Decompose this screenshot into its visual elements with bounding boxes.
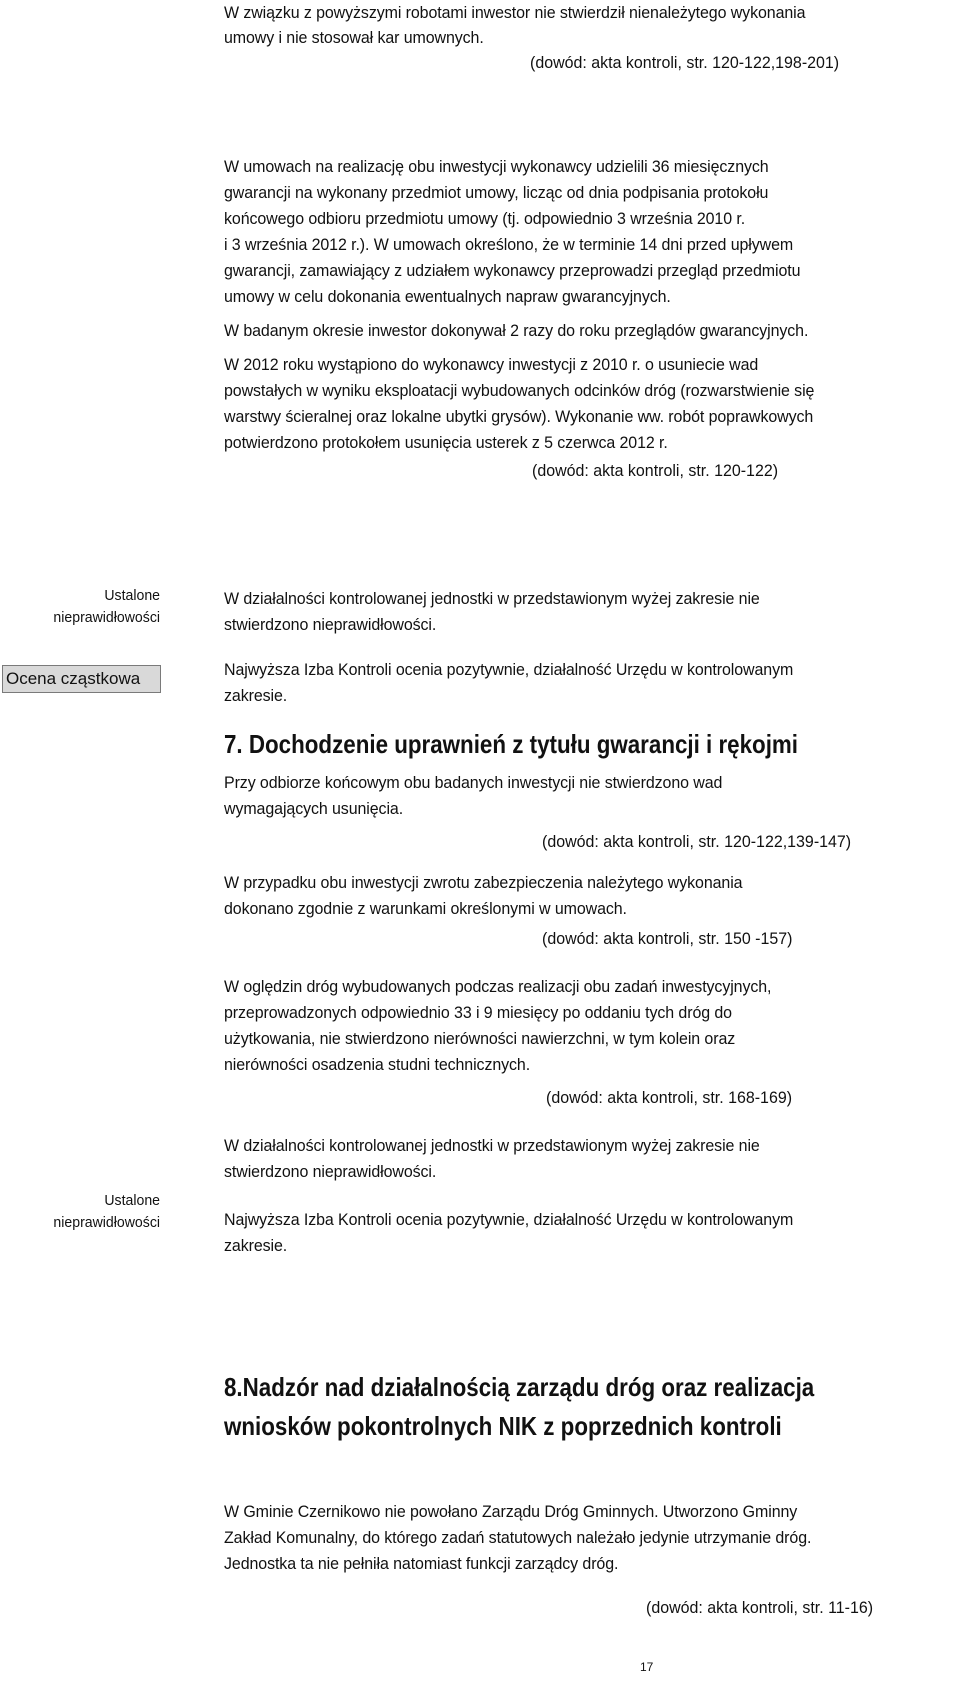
contractor-line-1: W 2012 roku wystąpiono do wykonawcy inwestycji z 2010 r. o usuniecie wad — [224, 355, 759, 374]
side-label-established — [10, 1190, 160, 1234]
section-8-body-line-2: Zakład Komunalny, do którego zadań statutowych należało jedynie utrzymanie dróg. — [224, 1528, 812, 1547]
inspection-line-1: W oględzin dróg wybudowanych podczas realizacji obu zadań inwestycyjnych, — [224, 977, 772, 996]
inspection-line-2: przeprowadzonych odpowiednio 33 i 9 miesięcy po oddaniu tych dróg do — [224, 1003, 732, 1022]
side-label-established — [10, 585, 160, 629]
side-label-line: nieprawidłowości — [53, 609, 160, 626]
acceptance-line-2: wymagających usunięcia. — [224, 799, 404, 818]
guarantee-line-4: i 3 września 2012 r.). W umowach określono, że w terminie 14 dni przed upływem — [224, 235, 794, 254]
side-label-line: nieprawidłowości — [53, 1214, 160, 1231]
nik-rating-line-1: Najwyższa Izba Kontroli ocenia pozytywnie, działalność Urzędu w kontrolowanym — [224, 1210, 794, 1229]
partial-rating-label: Ocena cząstkowa — [2, 665, 161, 693]
guarantee-line-6: umowy w celu dokonania ewentualnych napraw gwarancyjnych. — [224, 287, 671, 306]
inspection-line-4: nierówności osadzenia studni technicznych. — [224, 1055, 531, 1074]
section-7-heading: 7. Dochodzenie uprawnień z tytułu gwarancji i rękojmi — [224, 729, 799, 759]
nik-rating-line-1: Najwyższa Izba Kontroli ocenia pozytywnie, działalność Urzędu w kontrolowanym — [224, 660, 794, 679]
page-number: 17 — [640, 1660, 654, 1674]
section-8-body-line-1: W Gminie Czernikowo nie powołano Zarządu Dróg Gminnych. Utworzono Gminny — [224, 1502, 798, 1521]
review-paragraph: W badanym okresie inwestor dokonywał 2 razy do roku przeglądów gwarancyjnych. — [224, 321, 809, 340]
evidence-reference: (dowód: akta kontroli, str. 150 -157) — [542, 929, 793, 948]
acceptance-line-1: Przy odbiorze końcowym obu badanych inwestycji nie stwierdzono wad — [224, 773, 723, 792]
evidence-reference: (dowód: akta kontroli, str. 120-122,198-201) — [530, 53, 840, 72]
guarantee-line-1: W umowach na realizację obu inwestycji wykonawcy udzielili 36 miesięcznych — [224, 157, 769, 176]
no-irregularities-line-1: W działalności kontrolowanej jednostki w przedstawionym wyżej zakresie nie — [224, 1136, 760, 1155]
evidence-reference: (dowód: akta kontroli, str. 11-16) — [646, 1598, 874, 1617]
contractor-line-4: potwierdzono protokołem usunięcia usterek z 5 czerwca 2012 r. — [224, 433, 668, 452]
inspection-line-3: użytkowania, nie stwierdzono nierówności nawierzchni, w tym kolein oraz — [224, 1029, 736, 1048]
no-irregularities-line-2: stwierdzono nieprawidłowości. — [224, 615, 437, 634]
nik-rating-line-2: zakresie. — [224, 1236, 288, 1255]
no-irregularities-line-1: W działalności kontrolowanej jednostki w przedstawionym wyżej zakresie nie — [224, 589, 760, 608]
section-8-body-line-3: Jednostka ta nie pełniła natomiast funkcji zarządcy dróg. — [224, 1554, 619, 1573]
intro-line-2: umowy i nie stosował kar umownych. — [224, 28, 484, 47]
evidence-reference: (dowód: akta kontroli, str. 120-122,139-147) — [542, 832, 852, 851]
evidence-reference: (dowód: akta kontroli, str. 120-122) — [532, 461, 779, 480]
security-line-2: dokonano zgodnie z warunkami określonymi w umowach. — [224, 899, 627, 918]
nik-rating-line-2: zakresie. — [224, 686, 288, 705]
guarantee-line-3: końcowego odbioru przedmiotu umowy (tj. odpowiednio 3 września 2010 r. — [224, 209, 746, 228]
side-label-line: Ustalone — [104, 587, 160, 604]
contractor-line-3: warstwy ścieralnej oraz lokalne ubytki grysów). Wykonanie ww. robót poprawkowych — [224, 407, 814, 426]
section-8-heading-line-2: wniosków pokontrolnych NIK z poprzednich kontroli — [224, 1411, 782, 1441]
section-8-heading-line-1: 8.Nadzór nad działalnością zarządu dróg oraz realizacja — [224, 1372, 815, 1402]
side-label-line: Ustalone — [104, 1192, 160, 1209]
contractor-line-2: powstałych w wyniku eksploatacji wybudowanych odcinków dróg (rozwarstwienie się — [224, 381, 815, 400]
guarantee-line-2: gwarancji na wykonany przedmiot umowy, licząc od dnia podpisania protokołu — [224, 183, 769, 202]
guarantee-line-5: gwarancji, zamawiający z udziałem wykonawcy przeprowadzi przegląd przedmiotu — [224, 261, 801, 280]
evidence-reference: (dowód: akta kontroli, str. 168-169) — [546, 1088, 793, 1107]
no-irregularities-line-2: stwierdzono nieprawidłowości. — [224, 1162, 437, 1181]
security-line-1: W przypadku obu inwestycji zwrotu zabezpieczenia należytego wykonania — [224, 873, 743, 892]
intro-line-1: W związku z powyższymi robotami inwestor nie stwierdził nienależytego wykonania — [224, 3, 806, 22]
